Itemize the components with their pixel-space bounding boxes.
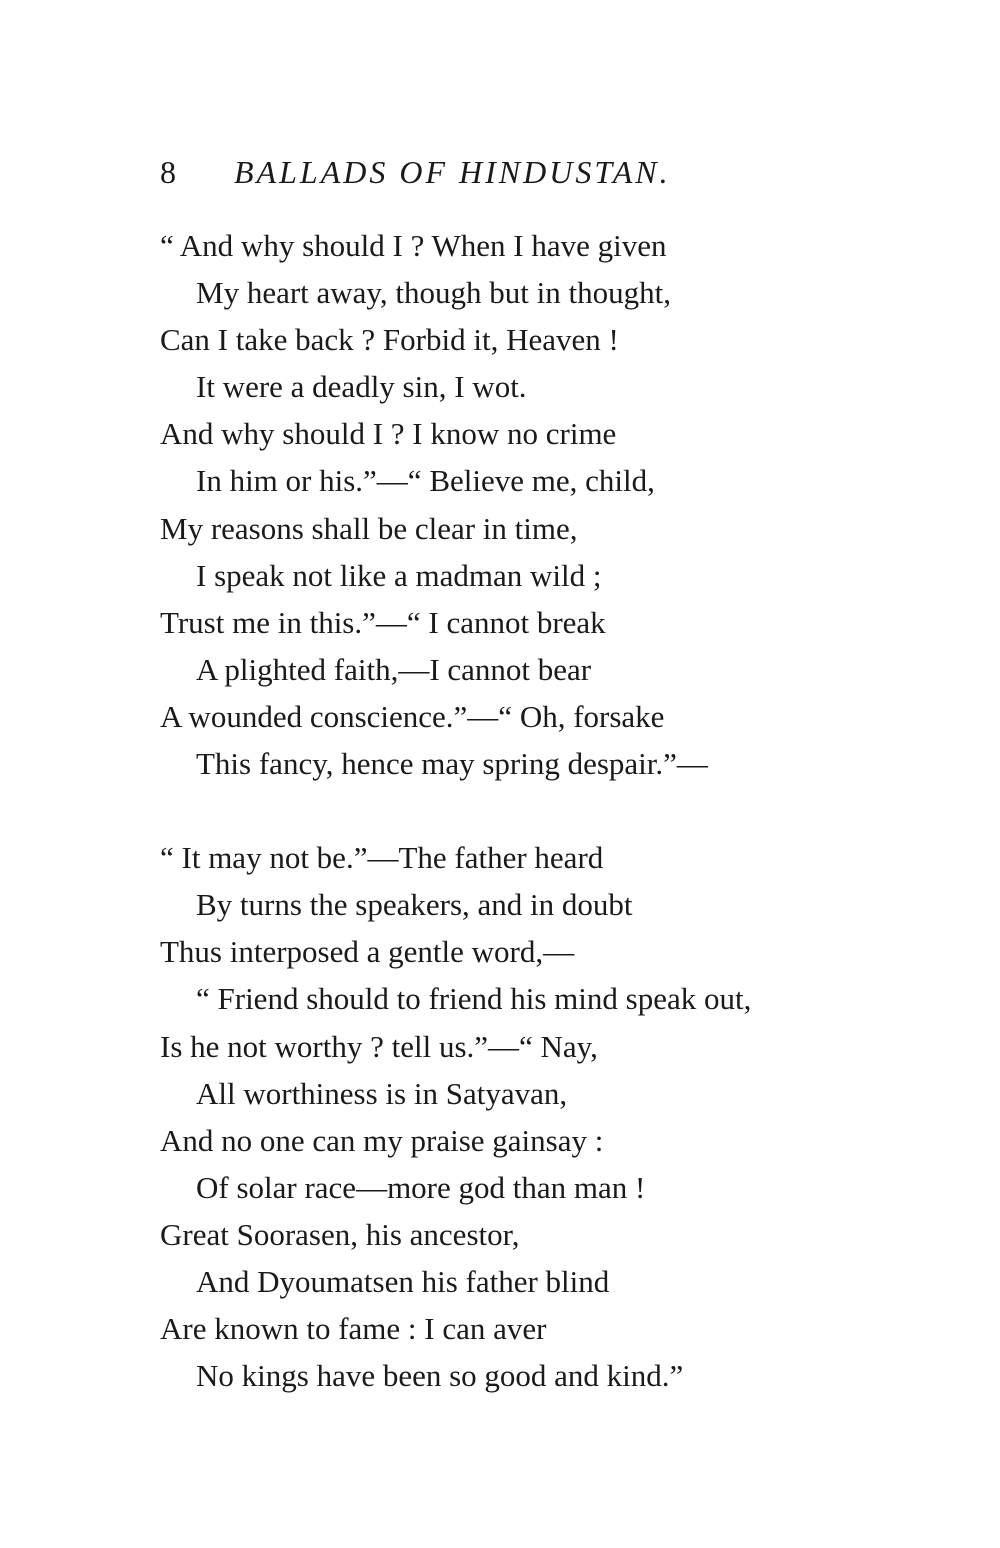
running-head <box>160 150 671 194</box>
verse-line: In him or his.”—“ Believe me, child, <box>196 463 655 499</box>
stanza-2 <box>160 834 990 1399</box>
verse-line: A wounded conscience.”—“ Oh, forsake <box>160 698 665 734</box>
verse-line: Is he not worthy ? tell us.”—“ Nay, <box>160 1028 598 1064</box>
verse-line: And Dyoumatsen his father blind <box>196 1263 610 1299</box>
verse-line: All worthiness is in Satyavan, <box>196 1075 568 1111</box>
verse-line: Trust me in this.”—“ I cannot break <box>160 604 606 640</box>
verse-line: And why should I ? I know no crime <box>160 416 617 452</box>
verse-line: “ Friend should to friend his mind speak out, <box>196 981 752 1017</box>
stanza-1 <box>160 222 990 787</box>
verse-line: I speak not like a madman wild ; <box>196 557 602 593</box>
verse-line: A plighted faith,—I cannot bear <box>196 651 592 687</box>
verse-line: No kings have been so good and kind.” <box>196 1358 684 1394</box>
page-number: 8 <box>160 154 177 190</box>
verse-line: My reasons shall be clear in time, <box>160 510 578 546</box>
verse-line: Great Soorasen, his ancestor, <box>160 1216 520 1252</box>
verse-line: This fancy, hence may spring despair.”— <box>196 746 708 782</box>
verse-line: Can I take back ? Forbid it, Heaven ! <box>160 322 619 358</box>
verse-line: Are known to fame : I can aver <box>160 1311 547 1347</box>
running-title: BALLADS OF HINDUSTAN. <box>234 154 671 190</box>
verse-line: It were a deadly sin, I wot. <box>196 369 527 405</box>
verse-line: Thus interposed a gentle word,— <box>160 934 575 970</box>
verse-line: “ It may not be.”—The father heard <box>160 840 604 876</box>
verse-line: My heart away, though but in thought, <box>196 275 671 311</box>
verse-line: Of solar race—more god than man ! <box>196 1169 646 1205</box>
verse-line: “ And why should I ? When I have given <box>160 228 667 263</box>
poem-body <box>160 222 990 1399</box>
verse-line: By turns the speakers, and in doubt <box>196 887 633 923</box>
verse-line: And no one can my praise gainsay : <box>160 1122 604 1158</box>
